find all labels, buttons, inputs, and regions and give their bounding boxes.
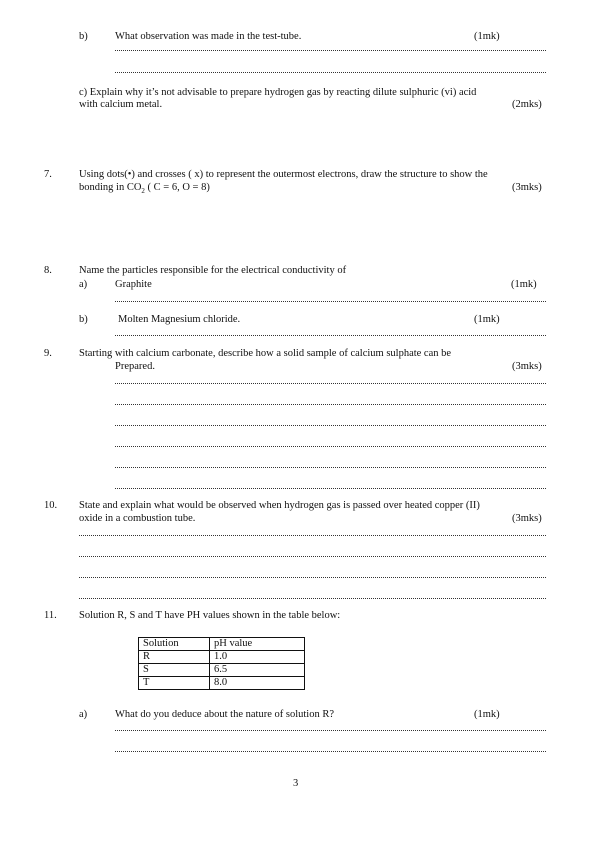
answer-line[interactable] [115, 730, 546, 731]
answer-line[interactable] [115, 301, 546, 302]
q10-number: 10. [44, 500, 58, 511]
q11a-marks: (1mk) [474, 709, 500, 720]
q6b-marks: (1mk) [474, 31, 500, 42]
q6c-question-line2: with calcium metal. [79, 99, 163, 110]
q9-question-line2: Prepared. [115, 361, 155, 372]
answer-line[interactable] [115, 751, 546, 752]
q9-number: 9. [44, 348, 52, 359]
q8a-marks: (1mk) [511, 279, 537, 290]
answer-line[interactable] [115, 335, 546, 336]
q7-question-line1: Using dots(•) and crosses ( x) to represent the outermost electrons, draw the structure to show the [79, 169, 488, 180]
q10-question-line2: oxide in a combustion tube. [79, 513, 196, 524]
q8-number: 8. [44, 265, 52, 276]
table-cell-ph: 6.5 [210, 664, 305, 677]
answer-line[interactable] [115, 404, 546, 405]
answer-line[interactable] [79, 577, 546, 578]
q7-question-line2 [79, 182, 210, 197]
table-row [139, 664, 305, 677]
table-cell-solution: T [139, 677, 210, 690]
q6b-label: b) [79, 31, 88, 42]
q7-subscript: 2 [141, 187, 145, 196]
ph-table [138, 637, 305, 690]
q7-text-a: bonding in CO [79, 182, 142, 193]
table-row [139, 677, 305, 690]
q10-marks: (3mks) [512, 513, 542, 524]
q8b-question: Molten Magnesium chloride. [118, 314, 241, 325]
q8b-label: b) [79, 314, 88, 325]
table-row [139, 651, 305, 664]
q11-question: Solution R, S and T have PH values shown in the table below: [79, 610, 341, 621]
answer-line[interactable] [115, 425, 546, 426]
q9-question-line1: Starting with calcium carbonate, describe how a solid sample of calcium sulphate can be [79, 348, 452, 359]
q8a-question: Graphite [115, 279, 152, 290]
answer-line[interactable] [115, 488, 546, 489]
table-cell-ph: 8.0 [210, 677, 305, 690]
q11a-question: What do you deduce about the nature of solution R? [115, 709, 334, 720]
table-header-row [139, 638, 305, 651]
table-header-ph: pH value [210, 638, 305, 651]
q9-marks: (3mks) [512, 361, 542, 372]
answer-line[interactable] [79, 598, 546, 599]
answer-line[interactable] [115, 50, 546, 51]
q10-question-line1: State and explain what would be observed when hydrogen gas is passed over heated copper (II) [79, 500, 480, 511]
q11a-label: a) [79, 709, 88, 720]
q7-number: 7. [44, 169, 52, 180]
answer-line[interactable] [115, 72, 546, 73]
q6c-question-line1: c) Explain why it’s not advisable to prepare hydrogen gas by reacting dilute sulphuric (vi) acid [79, 87, 477, 98]
q7-text-b: ( C = 6, O = 8) [144, 182, 210, 193]
q8-question: Name the particles responsible for the electrical conductivity of [79, 265, 347, 276]
table-cell-solution: S [139, 664, 210, 677]
q8a-label: a) [79, 279, 88, 290]
answer-line[interactable] [79, 535, 546, 536]
answer-line[interactable] [115, 446, 546, 447]
q6b-question: What observation was made in the test-tube. [115, 31, 302, 42]
q7-marks: (3mks) [512, 182, 542, 193]
table-header-solution: Solution [139, 638, 210, 651]
q6c-marks: (2mks) [512, 99, 542, 110]
answer-line[interactable] [79, 556, 546, 557]
q8b-marks: (1mk) [474, 314, 500, 325]
table-cell-ph: 1.0 [210, 651, 305, 664]
q11-number: 11. [44, 610, 57, 621]
answer-line[interactable] [115, 467, 546, 468]
page-number: 3 [293, 778, 299, 789]
answer-line[interactable] [115, 383, 546, 384]
table-cell-solution: R [139, 651, 210, 664]
